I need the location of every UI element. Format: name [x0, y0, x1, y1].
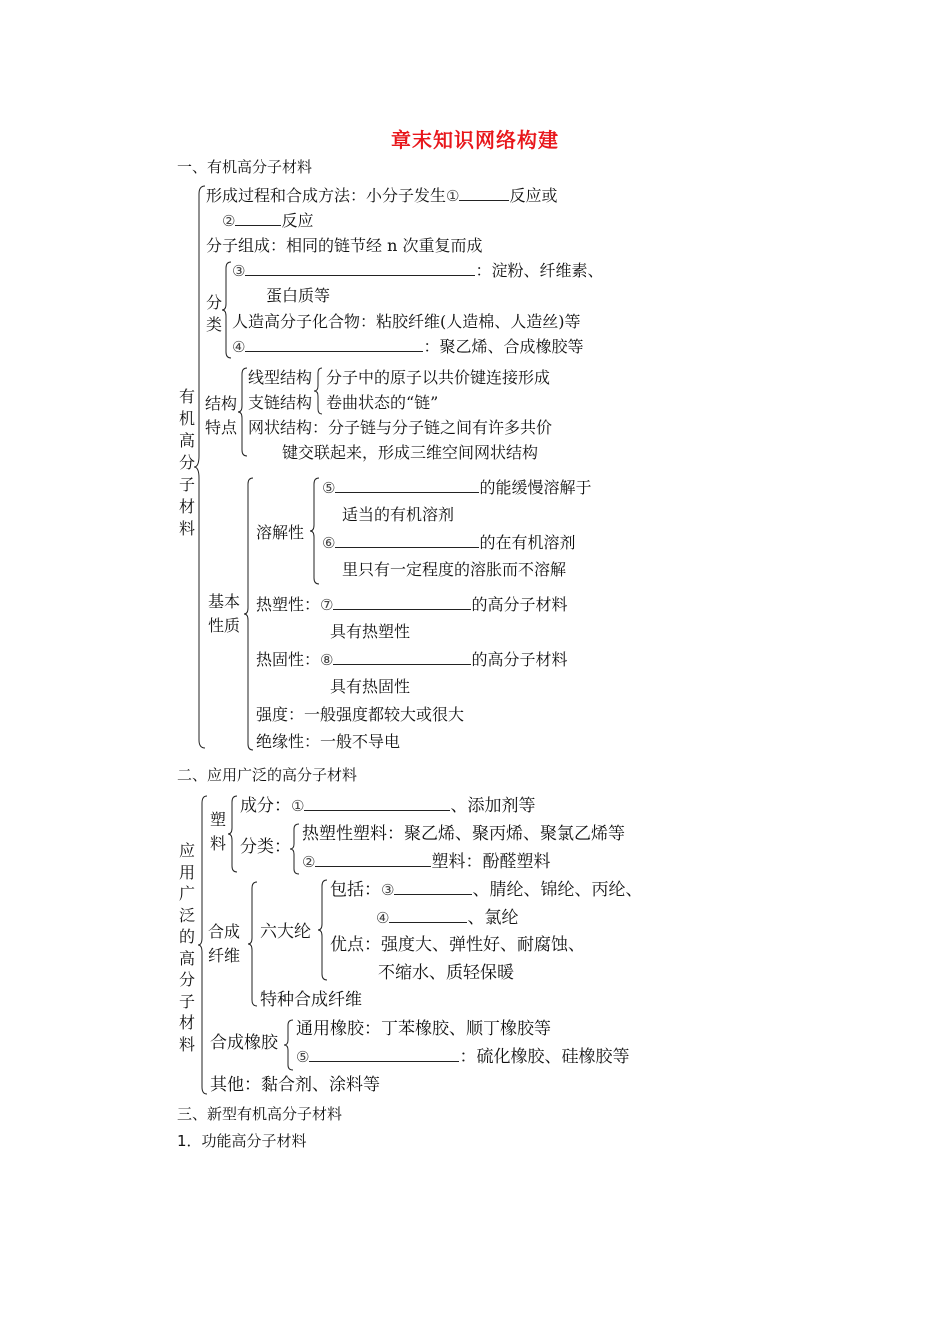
thermoset-desc: 的高分子材料: [471, 650, 568, 669]
formation-reaction-2: 反应: [281, 211, 314, 230]
section-3-heading: 三、新型有机高分子材料: [177, 1105, 343, 1123]
fiber-includes-line-2: [376, 908, 518, 928]
plastic-composition-label: 成分：: [240, 796, 291, 816]
solubility-label: 溶解性: [256, 523, 305, 542]
thermoset-label: 热固性：: [256, 650, 321, 669]
s2-answer-blank-3[interactable]: [394, 880, 472, 895]
strength-line: 强度：一般强度都较大或很大: [256, 705, 465, 724]
fiber-includes-list: 、腈纶、锦纶、丙纶、: [472, 880, 643, 900]
page-title: 章末知识网络构建: [391, 128, 559, 152]
answer-blank-6[interactable]: [335, 533, 479, 548]
blank-number-7: ⑦: [320, 596, 334, 614]
six-fibers-brace: [318, 880, 330, 980]
solubility-line-5: [322, 478, 591, 498]
s2-answer-blank-2[interactable]: [315, 852, 431, 867]
network-structure-2: 键交联起来，形成三维空间网状结构: [282, 443, 539, 462]
s2-blank-number-3: ③: [381, 881, 395, 899]
answer-blank-5[interactable]: [335, 478, 479, 493]
special-rubber-desc: ：硫化橡胶、硅橡胶等: [459, 1047, 630, 1067]
section-1-root-label: 有机高分子材料: [178, 387, 195, 538]
classification-line-4: [232, 337, 583, 357]
formation-reaction-1: 反应或: [509, 186, 558, 205]
others-line: 其他：黏合剂、涂料等: [210, 1075, 380, 1095]
formation-text: 形成过程和合成方法：小分子发生: [206, 186, 447, 205]
answer-blank-7[interactable]: [333, 595, 471, 610]
blank-number-1: ①: [446, 187, 460, 205]
thermoplastic-line-cont: 具有热塑性: [330, 622, 411, 641]
plastic-additives: 、添加剂等: [450, 796, 536, 816]
plastic-classify-brace: [290, 824, 302, 874]
fiber-includes-list-2: 、氯纶: [467, 908, 519, 928]
formation-line-2: [222, 211, 313, 231]
blank-number-8: ⑧: [320, 651, 334, 669]
thermoset-line: [256, 650, 567, 670]
structure-label: 结构特点: [205, 394, 238, 437]
section-1-heading: 一、有机高分子材料: [177, 158, 313, 176]
linear-structure: 线型结构: [248, 368, 313, 387]
s2-blank-number-4: ④: [376, 909, 390, 927]
properties-label: 基本性质: [208, 592, 241, 635]
thermoplastic-desc: 的高分子材料: [471, 595, 568, 614]
section-3-sub-1: 1．功能高分子材料: [177, 1132, 307, 1150]
thermoplastic-plastics-line: 热塑性塑料：聚乙烯、聚丙烯、聚氯乙烯等: [302, 824, 625, 844]
s2-answer-blank-5[interactable]: [309, 1047, 459, 1062]
general-rubber-line: 通用橡胶：丁苯橡胶、顺丁橡胶等: [296, 1019, 551, 1039]
classification-line-3-cont: 蛋白质等: [266, 286, 331, 305]
linear-branched-desc-2: 卷曲状态的“链”: [326, 393, 439, 412]
solubility-line-6-cont: 里只有一定程度的溶胀而不溶解: [342, 560, 567, 579]
s2-blank-number-1: ①: [291, 797, 305, 815]
answer-blank-8[interactable]: [333, 650, 471, 665]
solubility-line-6: [322, 533, 575, 553]
synthetic-fiber-brace: [248, 882, 260, 1006]
composition-line: 分子组成：相同的链节经 n 次重复而成: [206, 236, 483, 255]
solubility-line-5-cont: 适当的有机溶剂: [342, 505, 455, 524]
fiber-advantages-line-2: 不缩水、质轻保暖: [378, 963, 514, 983]
s2-answer-blank-4[interactable]: [389, 908, 467, 923]
network-structure-1: 网状结构：分子链与分子链之间有许多共价: [248, 418, 553, 437]
artificial-polymer-line: 人造高分子化合物：粘胶纤维(人造棉、人造丝)等: [232, 312, 581, 331]
synthetic-fiber-label: 合成纤维: [208, 922, 241, 965]
synthetic-polymer-examples: ：聚乙烯、合成橡胶等: [423, 337, 584, 356]
fiber-advantages-line: 优点：强度大、弹性好、耐腐蚀、: [330, 935, 585, 955]
linear-branched-brace: [314, 368, 324, 414]
special-fiber-line: 特种合成纤维: [260, 990, 362, 1010]
answer-blank-2[interactable]: [235, 211, 281, 226]
blank-number-5: ⑤: [322, 479, 336, 497]
blank-number-3: ③: [232, 262, 246, 280]
thermoset-plastics-line: [302, 852, 550, 872]
answer-blank-4[interactable]: [245, 337, 423, 352]
section-2-root-label: 应用广泛的高分子材料: [178, 841, 195, 1054]
s2-blank-number-5: ⑤: [296, 1048, 310, 1066]
solubility-linear-desc: 的能缓慢溶解于: [479, 478, 592, 497]
fiber-includes-line: [330, 880, 642, 900]
formation-line-1: [206, 186, 557, 206]
answer-blank-3[interactable]: [245, 261, 475, 276]
blank-number-6: ⑥: [322, 534, 336, 552]
insulation-line: 绝缘性：一般不导电: [256, 732, 401, 751]
thermoplastic-line: [256, 595, 567, 615]
solubility-network-desc: 的在有机溶剂: [479, 533, 576, 552]
blank-number-2: ②: [222, 212, 236, 230]
s2-answer-blank-1[interactable]: [304, 796, 450, 811]
six-fibers-label: 六大纶: [260, 922, 311, 942]
blank-number-4: ④: [232, 338, 246, 356]
plastic-brace: [228, 796, 240, 872]
natural-polymer-examples: ：淀粉、纤维素、: [475, 261, 604, 280]
thermoplastic-label: 热塑性：: [256, 595, 321, 614]
plastic-classify-label: 分类：: [240, 837, 291, 857]
classification-line-3: [232, 261, 603, 281]
linear-branched-desc-1: 分子中的原子以共价键连接形成: [326, 368, 551, 387]
synthetic-rubber-brace: [284, 1020, 296, 1070]
answer-blank-1[interactable]: [459, 186, 509, 201]
thermoset-line-cont: 具有热固性: [330, 677, 411, 696]
synthetic-rubber-label: 合成橡胶: [210, 1033, 278, 1053]
plastic-composition-line: [240, 796, 535, 816]
thermoset-plastics-desc: 塑料：酚醛塑料: [431, 852, 551, 872]
special-rubber-line: [296, 1047, 629, 1067]
solubility-brace: [310, 478, 322, 584]
plastic-label: 塑料: [210, 810, 227, 853]
section-1-main-brace: [196, 186, 208, 748]
fiber-includes-label: 包括：: [330, 880, 381, 900]
s2-blank-number-2: ②: [302, 853, 316, 871]
branched-structure: 支链结构: [248, 393, 313, 412]
classification-label: 分类: [205, 293, 222, 334]
properties-brace: [244, 478, 256, 750]
section-2-heading: 二、应用广泛的高分子材料: [177, 766, 358, 784]
